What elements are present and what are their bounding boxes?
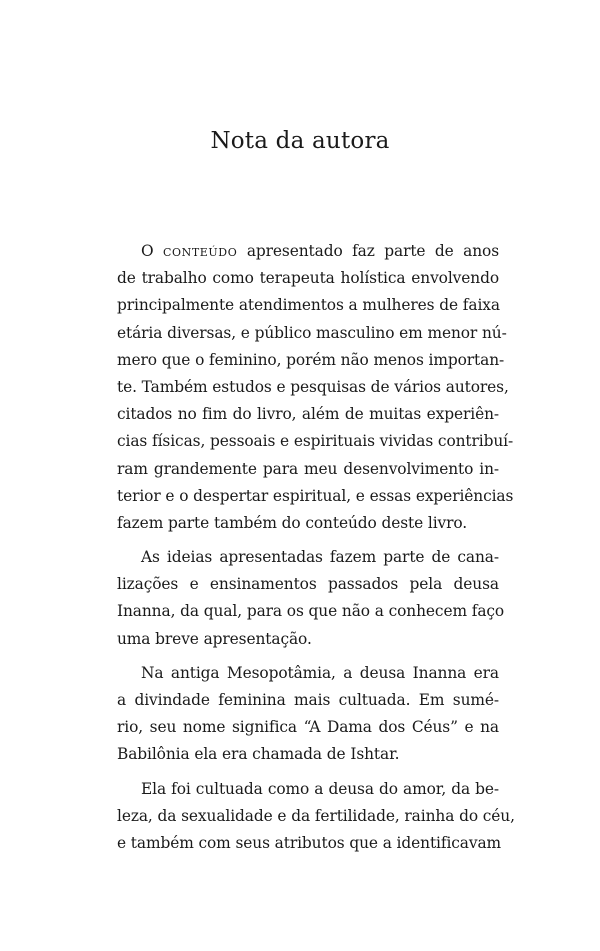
text-line: lizações e ensinamentos passados pela deusa (117, 575, 499, 594)
text-line: As ideias apresentadas fazem parte de cana- (141, 548, 499, 567)
text-line: ram grandemente para meu desenvolvimento in- (117, 459, 499, 478)
paragraph (117, 660, 499, 769)
text-line: rio, seu nome significa “A Dama dos Céus” e na (117, 718, 499, 737)
text-line: Na antiga Mesopotâmia, a deusa Inanna era (141, 663, 499, 682)
text-line: te. Também estudos e pesquisas de vários autores, (117, 377, 509, 396)
paragraph (117, 544, 505, 653)
line-lead: O (141, 242, 163, 260)
text-line: terior e o despertar espiritual, e essas experiências (117, 486, 514, 505)
text-line (117, 238, 499, 265)
small-caps-word: conteúdo (163, 242, 238, 260)
text-line: mero que o feminino, porém não menos importan- (117, 350, 505, 369)
line-rest: apresentado faz parte de anos (237, 242, 499, 260)
text-line: uma breve apresentação. (117, 629, 312, 648)
paragraph (117, 238, 514, 537)
text-line: leza, da sexualidade e da fertilidade, rainha do céu, (117, 806, 515, 825)
text-line: Babilônia ela era chamada de Ishtar. (117, 745, 400, 764)
text-line: etária diversas, e público masculino em menor nú- (117, 323, 507, 342)
text-line: de trabalho como terapeuta holística envolvendo (117, 269, 499, 288)
text-line: Ela foi cultuada como a deusa do amor, da be- (141, 779, 499, 798)
text-line: principalmente atendimentos a mulheres de faixa (117, 296, 500, 315)
chapter-title: Nota da autora (210, 128, 390, 154)
text-line: e também com seus atributos que a identificavam (117, 833, 502, 852)
text-line: citados no fim do livro, além de muitas experiên- (117, 405, 499, 424)
body-text (117, 238, 515, 864)
text-line: a divindade feminina mais cultuada. Em sumé- (117, 691, 499, 709)
text-line: cias físicas, pessoais e espirituais vividas contribuí- (117, 432, 514, 451)
paragraph (117, 776, 515, 858)
text-line: fazem parte também do conteúdo deste livro. (117, 513, 468, 532)
text-line: Inanna, da qual, para os que não a conhecem faço (117, 602, 505, 621)
